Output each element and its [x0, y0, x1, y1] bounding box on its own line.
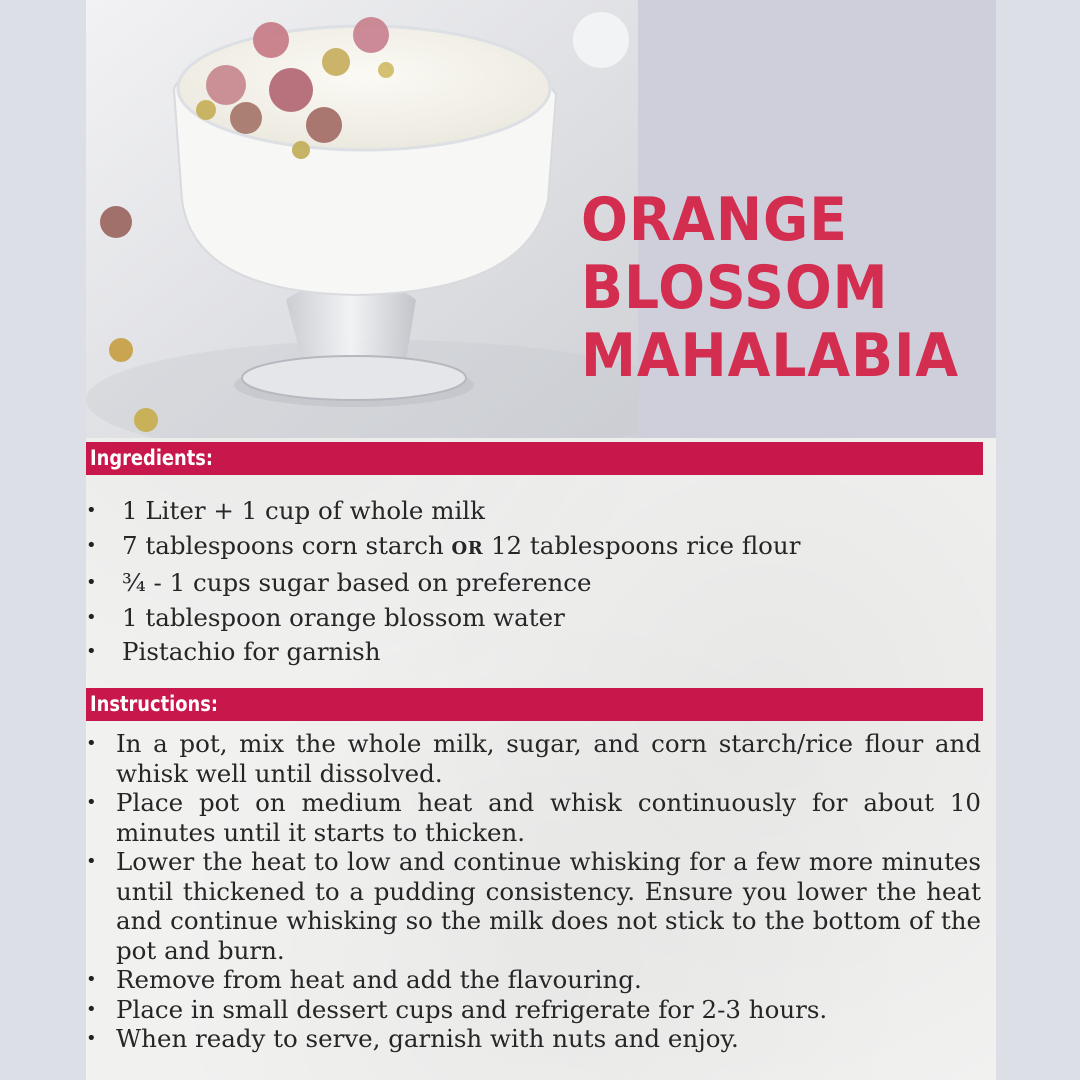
ingredients-heading-bar — [86, 442, 983, 475]
bullet-icon: • — [86, 641, 97, 663]
instruction-step: • When ready to serve, garnish with nuts and enjoy. — [86, 1024, 739, 1053]
bullet-icon: • — [86, 998, 97, 1020]
mahalabia-cup-image — [86, 0, 638, 438]
instruction-step: • Lower the heat to low and continue whisking for a few more minutes until thickened to a pudding consistency. Ensure you lower the heat and continue whisking so the milk does not stick to the bottom of the pot and burn. — [86, 847, 981, 965]
ingredient-item: • ¾ - 1 cups sugar based on preference — [86, 566, 983, 601]
ingredient-item: • 1 tablespoon orange blossom water — [86, 601, 983, 636]
bullet-icon: • — [86, 500, 97, 521]
instructions-heading-bar — [86, 688, 983, 721]
bullet-icon: • — [86, 733, 97, 754]
instructions-heading: Instructions: — [90, 692, 218, 716]
instruction-step: • In a pot, mix the whole milk, sugar, and corn starch/rice flour and whisk well until dissolved. — [86, 729, 981, 788]
ingredient-item: • Pistachio for garnish — [86, 635, 983, 670]
title-line-1: ORANGE — [581, 185, 848, 255]
instruction-step: • Place pot on medium heat and whisk continuously for about 10 minutes until it starts to thicken. — [86, 788, 981, 847]
title-line-3: MAHALABIA — [581, 321, 960, 391]
bullet-icon: • — [86, 792, 97, 813]
or-emphasis: OR — [451, 537, 484, 559]
bullet-icon: • — [86, 1028, 97, 1049]
bullet-icon: • — [86, 534, 97, 556]
ingredients-heading: Ingredients: — [90, 446, 214, 470]
bullet-icon: • — [86, 606, 97, 628]
instructions-list — [86, 729, 981, 1054]
recipe-card — [86, 0, 996, 1080]
instruction-step: • Remove from heat and add the flavouring. — [86, 965, 642, 994]
title-line-2: BLOSSOM — [581, 253, 889, 323]
ingredient-item: • 7 tablespoons corn starch OR 12 tablespoons rice flour — [86, 529, 983, 567]
bullet-icon: • — [86, 969, 97, 990]
ingredients-list — [86, 494, 983, 670]
bullet-icon: • — [86, 851, 97, 872]
instruction-step: • Place in small dessert cups and refrigerate for 2-3 hours. — [86, 994, 828, 1024]
ingredient-item: • 1 Liter + 1 cup of whole milk — [86, 494, 983, 529]
bullet-icon: • — [86, 572, 97, 594]
recipe-title — [581, 186, 959, 390]
dessert-photo — [86, 0, 638, 438]
